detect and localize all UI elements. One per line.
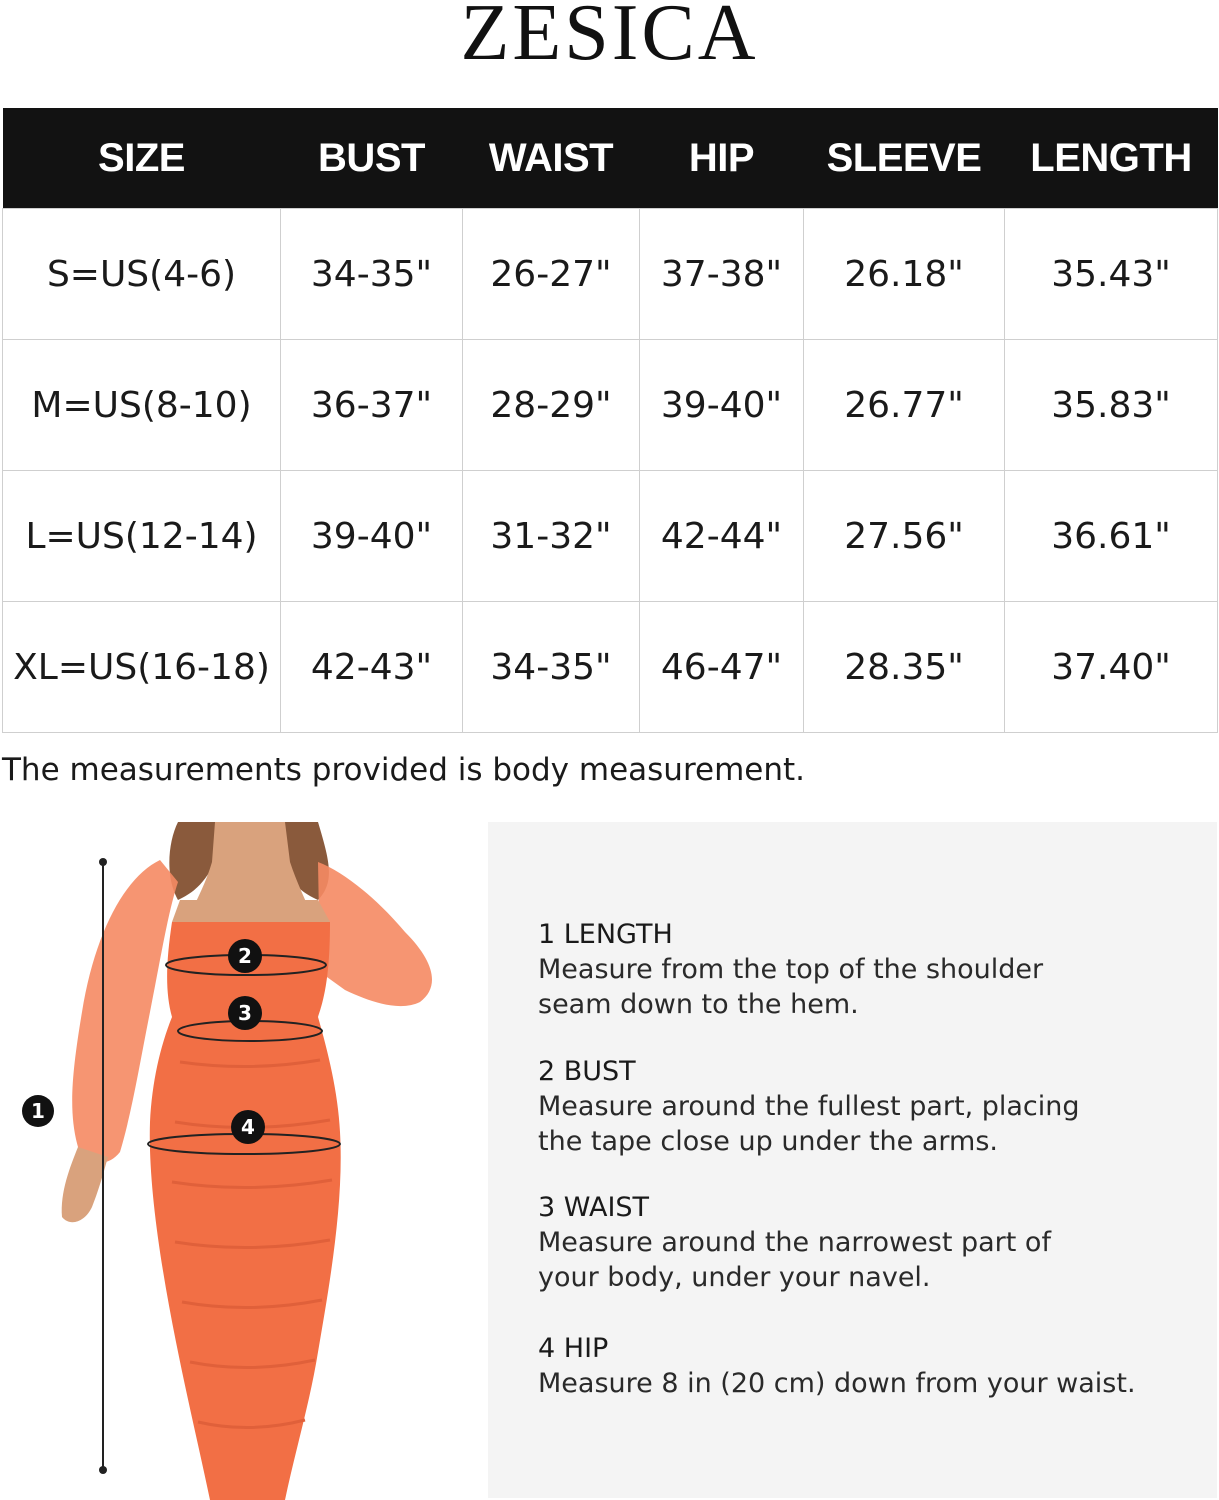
marker-2 bbox=[228, 939, 262, 973]
left-hand bbox=[62, 1147, 108, 1222]
guide-text: the tape close up under the arms. bbox=[538, 1126, 998, 1157]
marker-2-label: 2 bbox=[238, 944, 252, 968]
size-cell: M=US(8-10) bbox=[3, 340, 281, 471]
size-cell: XL=US(16-18) bbox=[3, 602, 281, 733]
table-row bbox=[3, 602, 1218, 733]
sleeve-cell: 27.56" bbox=[804, 471, 1005, 602]
guide-text: seam down to the hem. bbox=[538, 989, 859, 1020]
length-cell: 36.61" bbox=[1005, 471, 1218, 602]
right-sleeve bbox=[318, 862, 432, 1006]
table-header-row bbox=[3, 108, 1218, 209]
hip-cell: 42-44" bbox=[640, 471, 804, 602]
size-chart-table bbox=[2, 108, 1218, 733]
guide-item-bust bbox=[538, 1055, 1080, 1159]
marker-3 bbox=[228, 996, 262, 1030]
guide-item-hip bbox=[538, 1332, 1136, 1401]
marker-4 bbox=[231, 1110, 265, 1144]
length-cell: 35.83" bbox=[1005, 340, 1218, 471]
header-hip: HIP bbox=[640, 108, 804, 209]
waist-cell: 28-29" bbox=[463, 340, 640, 471]
sleeve-cell: 26.77" bbox=[804, 340, 1005, 471]
table-row bbox=[3, 471, 1218, 602]
size-cell: L=US(12-14) bbox=[3, 471, 281, 602]
hip-cell: 37-38" bbox=[640, 209, 804, 340]
header-bust: BUST bbox=[281, 108, 463, 209]
length-cell: 35.43" bbox=[1005, 209, 1218, 340]
marker-4-label: 4 bbox=[241, 1115, 255, 1139]
guide-text: Measure from the top of the shoulder bbox=[538, 954, 1044, 985]
guide-item-length bbox=[538, 918, 1043, 1022]
marker-3-label: 3 bbox=[238, 1001, 252, 1025]
guide-title: 2 BUST bbox=[538, 1056, 636, 1087]
guide-item-waist bbox=[538, 1191, 1051, 1295]
length-cell: 37.40" bbox=[1005, 602, 1218, 733]
waist-cell: 34-35" bbox=[463, 602, 640, 733]
neckline bbox=[172, 900, 330, 922]
guide-text: your body, under your navel. bbox=[538, 1262, 931, 1293]
guide-title: 1 LENGTH bbox=[538, 919, 673, 950]
table-row bbox=[3, 340, 1218, 471]
guide-title: 4 HIP bbox=[538, 1333, 609, 1364]
sleeve-cell: 28.35" bbox=[804, 602, 1005, 733]
waist-cell: 31-32" bbox=[463, 471, 640, 602]
bust-cell: 39-40" bbox=[281, 471, 463, 602]
header-sleeve: SLEEVE bbox=[804, 108, 1005, 209]
guide-title: 3 WAIST bbox=[538, 1192, 650, 1223]
guide-text: Measure around the fullest part, placing bbox=[538, 1091, 1080, 1122]
guide-text: Measure 8 in (20 cm) down from your waist. bbox=[538, 1368, 1136, 1399]
guide-text: Measure around the narrowest part of bbox=[538, 1227, 1051, 1258]
bust-cell: 34-35" bbox=[281, 209, 463, 340]
sleeve-cell: 26.18" bbox=[804, 209, 1005, 340]
bust-cell: 36-37" bbox=[281, 340, 463, 471]
marker-1 bbox=[22, 1095, 54, 1127]
model-figure bbox=[0, 822, 470, 1500]
marker-1-label: 1 bbox=[31, 1099, 45, 1123]
table-row bbox=[3, 209, 1218, 340]
waist-cell: 26-27" bbox=[463, 209, 640, 340]
hip-cell: 46-47" bbox=[640, 602, 804, 733]
bust-cell: 42-43" bbox=[281, 602, 463, 733]
header-waist: WAIST bbox=[463, 108, 640, 209]
header-length: LENGTH bbox=[1005, 108, 1218, 209]
measurement-guide-panel bbox=[488, 822, 1217, 1498]
header-size: SIZE bbox=[3, 108, 281, 209]
measurement-note: The measurements provided is body measurement. bbox=[2, 752, 806, 788]
brand-logo: ZESICA bbox=[460, 0, 759, 77]
size-cell: S=US(4-6) bbox=[3, 209, 281, 340]
hip-cell: 39-40" bbox=[640, 340, 804, 471]
